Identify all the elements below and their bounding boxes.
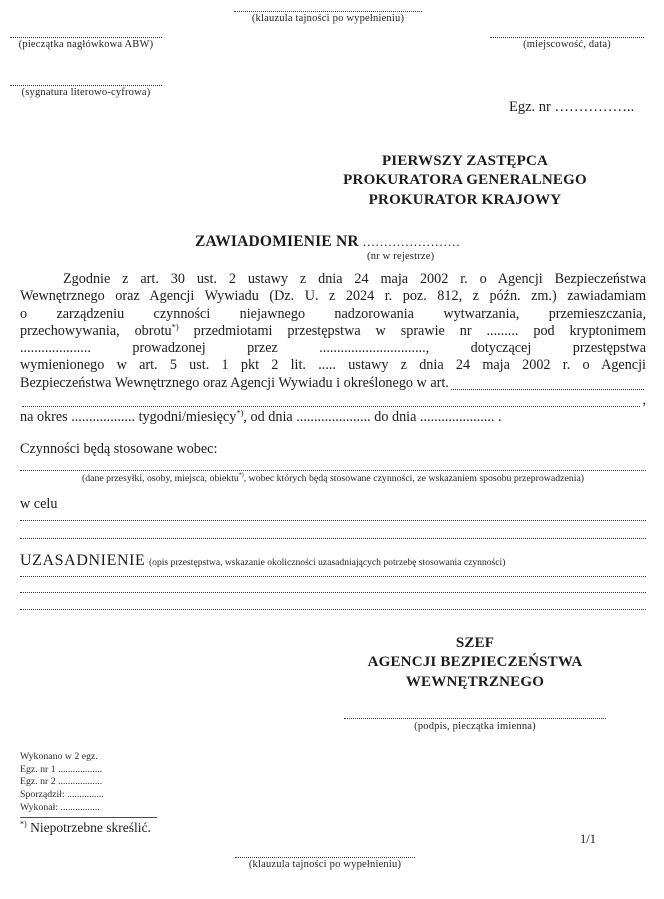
justification-caption: (opis przestępstwa, wskazanie okoliczności uzasadniających potrzebę stosowania czynności) — [148, 557, 506, 568]
signatory-title — [310, 634, 640, 692]
fill-in-line — [22, 393, 640, 407]
fill-in-line — [20, 461, 646, 471]
text-line: PROKURATORA GENERALNEGO — [343, 172, 587, 189]
place-date-caption: (miejscowość, data) — [523, 39, 611, 50]
justification-heading-row — [20, 552, 646, 570]
fill-in-line — [20, 570, 646, 577]
measures-section — [20, 441, 646, 610]
body-line: wymienionego w art. 5 ust. 1 pkt 2 lit. ..... ustawy z dnia 24 maja 2002 r. o Agencji — [20, 357, 646, 374]
body-paragraph — [20, 271, 646, 427]
document-title — [195, 233, 495, 251]
text-line: PIERWSZY ZASTĘPCA — [381, 153, 549, 169]
page-number: 1/1 — [580, 832, 596, 846]
body-line: , — [20, 392, 646, 409]
fill-in-line — [10, 31, 162, 38]
body-line: Bezpieczeństwa Wewnętrznego oraz Agencji Wywiadu i określonego w art. — [20, 375, 646, 392]
body-line: przechowywania, obrotu*) przedmiotami przestępstwa w sprawie nr ......... pod kryptonimem — [20, 321, 646, 339]
place-date-field — [488, 31, 646, 50]
body-line: na okres .................. tygodni/miesięcy*), od dnia ..................... do dnia ..................... . — [20, 407, 502, 426]
purpose-heading: w celu — [20, 496, 58, 512]
title-number-field: ....................... — [362, 234, 461, 249]
body-line: Wewnętrznego oraz Agencji Wywiadu (Dz. U. z 2024 r. poz. 812, z późn. zm.) zawiadamiam — [20, 288, 646, 305]
measures-caption: (dane przesyłki, osoby, miejsca, obiektu*), wobec których będą stosowane czynności, ze wskazaniem sposobu przeprowadzenia) — [81, 472, 585, 484]
signature-code-caption: (sygnatura literowo-cyfrowa) — [21, 87, 151, 98]
fill-in-line — [490, 31, 644, 38]
measures-heading: Czynności będą stosowane wobec: — [20, 441, 218, 457]
text-line: Sporządził: ............... — [20, 789, 104, 801]
text-line: Egz. nr 2 .................. — [20, 776, 103, 788]
signature-caption: (podpis, pieczątka imienna) — [414, 720, 536, 732]
title-block — [195, 233, 495, 262]
justification-label: UZASADNIENIE — [20, 552, 146, 569]
text-line: WEWNĘTRZNEGO — [405, 673, 545, 690]
fill-in-line — [451, 376, 644, 390]
fill-in-line — [235, 851, 415, 858]
footnote-rule — [20, 817, 157, 818]
signature-code-field — [8, 79, 164, 98]
text-line: SZEF — [455, 635, 495, 651]
signature-fill-in-line — [344, 713, 606, 719]
body-line: .................... prowadzonej przez .............................., dotyczącej przestępstwa — [20, 340, 646, 357]
stamp-caption: (pieczątka nagłówkowa ABW) — [18, 39, 154, 50]
signature-block — [310, 634, 640, 732]
footnote-text: *) Niepotrzebne skreślić. — [20, 819, 151, 835]
register-number-caption: (nr w rejestrze) — [367, 251, 435, 262]
fill-in-line — [20, 577, 646, 593]
fill-in-line — [10, 79, 162, 86]
classification-field-top — [232, 5, 424, 24]
fill-in-line — [20, 593, 646, 610]
footnote-block — [20, 817, 157, 836]
copy-number-field: Egz. nr …………….. — [509, 99, 635, 115]
body-line: Zgodnie z art. 30 ust. 2 ustawy z dnia 24 maja 2002 r. o Agencji Bezpieczeństwa — [63, 271, 646, 287]
fill-in-line — [20, 521, 646, 539]
copies-record-block — [20, 751, 104, 815]
classification-caption-bottom: (klauzula tajności po wypełnieniu) — [248, 859, 402, 870]
text-line: PROKURATOR KRAJOWY — [368, 191, 562, 208]
issuer-block — [300, 152, 630, 210]
classification-caption-top: (klauzula tajności po wypełnieniu) — [251, 13, 405, 24]
body-line: o zarządzeniu czynności niejawnego nadzorowania wytwarzania, przemieszczania, — [20, 305, 646, 322]
title-label: ZAWIADOMIENIE NR — [195, 233, 359, 250]
stamp-field — [8, 31, 164, 50]
text-line: Wykonał: ................ — [20, 801, 100, 813]
fill-in-line — [20, 513, 646, 521]
text-line: Wykonano w 2 egz. — [20, 751, 98, 762]
text-line: AGENCJI BEZPIECZEŃSTWA — [367, 654, 583, 671]
fill-in-line — [234, 5, 422, 12]
text-line: Egz. nr 1 .................. — [20, 763, 103, 775]
classification-field-bottom — [227, 851, 423, 870]
